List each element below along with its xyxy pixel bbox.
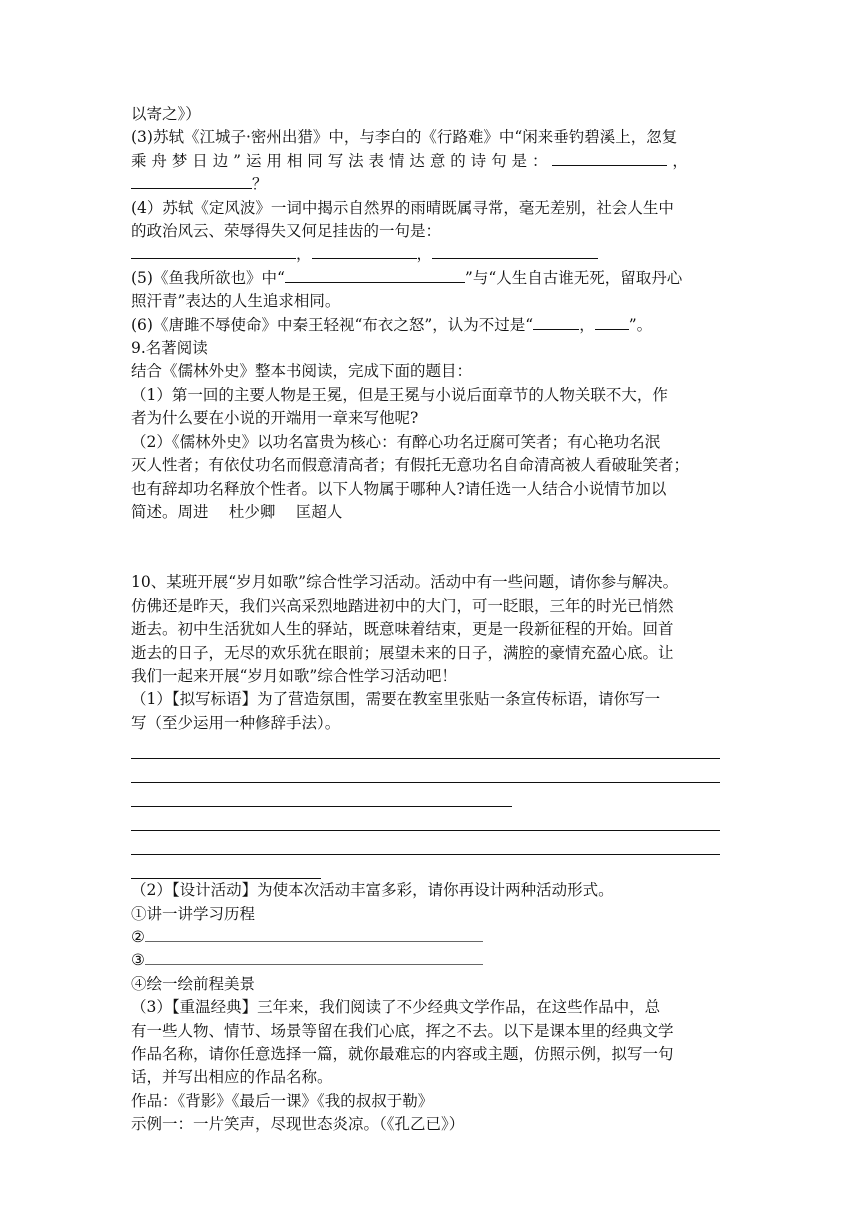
answer-blank[interactable] — [312, 243, 417, 259]
q10-1-line-b: 写（至少运用一种修辞手法）。 — [131, 713, 341, 732]
answer-blank[interactable] — [131, 173, 252, 189]
q8-3-line-b: 乘 舟 梦 日 边 ” 运 用 相 同 写 法 表 情 达 意 的 诗 句 是 ： ， — [131, 151, 688, 170]
q8-5-line-a: (5)《鱼我所欲也》中“ ”与“人生自古谁无死，留取丹心 — [131, 268, 683, 287]
answer-line[interactable] — [131, 807, 720, 831]
q9-2-line-a: （2）《儒林外史》以功名富贵为核心：有醉心功名迂腐可笑者；有心艳功名泯 — [131, 432, 661, 451]
q9-2-line-b: 灭人性者；有依仗功名而假意清高者；有假托无意功名自命清高被人看破耻笑者； — [131, 456, 690, 475]
q8-4-line-a: (4）苏轼《定风波》一词中揭示自然界的雨晴既属寻常，毫无差别，社会人生中 — [131, 198, 674, 217]
q10-3-line-d: 话，并写出相应的作品名称。 — [131, 1068, 333, 1087]
answer-line[interactable] — [131, 783, 512, 807]
answer-blank[interactable] — [432, 243, 598, 259]
q9-2-line-c: 也有辞却功名释放个性者。以下人物属于哪种人?请任选一人结合小说情节加以 — [131, 479, 667, 498]
answer-blank[interactable] — [131, 243, 296, 259]
q10-line-2: 仿佛还是昨天，我们兴高采烈地踏进初中的大门，可一眨眼，三年的时光已悄然 — [131, 596, 674, 615]
answer-line[interactable] — [131, 759, 720, 783]
q9-intro: 结合《儒林外史》整本书阅读，完成下面的题目： — [131, 362, 473, 381]
q8-6-line: (6)《唐雎不辱使命》中秦王轻视“布衣之怒”，认为不过是“ ， ”。 — [131, 315, 653, 334]
q10-2-item-3: ③ — [131, 949, 731, 972]
q10-2-item-4: ④绘一绘前程美景 — [131, 974, 256, 993]
q8-3-line-a: (3)苏轼《江城子·密州出猎》中，与李白的《行路难》中“闲来垂钓碧溪上，忽复 — [131, 128, 678, 147]
answer-line[interactable] — [131, 735, 720, 759]
q10-2-item-2: ② — [131, 926, 731, 949]
q10-line-5: 我们一起来开展“岁月如歌”综合性学习活动吧！ — [131, 666, 457, 685]
answer-line[interactable] — [131, 855, 321, 879]
q10-line-1: 10、某班开展“岁月如歌”综合性学习活动。活动中有一些问题，请你参与解决。 — [131, 573, 679, 592]
q10-3-line-b: 有一些人物、情节、场景等留在我们心底，挥之不去。以下是课本里的经典文学 — [131, 1021, 674, 1040]
q8-4-line-c: ， ， — [131, 243, 731, 266]
answer-line[interactable] — [131, 831, 720, 855]
q10-1-line-a: （1）【拟写标语】为了营造氛围，需要在教室里张贴一条宣传标语，请你写一 — [131, 690, 661, 709]
q10-line-3: 逝去。初中生活犹如人生的驿站，既意味着结束，更是一段新征程的开始。回首 — [131, 620, 674, 639]
q9-1-line-a: （1）第一回的主要人物是王冕，但是王冕与小说后面章节的人物关联不大，作 — [131, 385, 668, 404]
section-spacer — [131, 524, 731, 571]
q8-3-line-c: ？ — [131, 173, 731, 196]
q9-title: 9.名著阅读 — [131, 339, 208, 358]
answer-blank[interactable] — [595, 314, 629, 330]
answer-blank[interactable] — [285, 267, 465, 283]
q10-2-line: （2）【设计活动】为使本次活动丰富多彩，请你再设计两种活动形式。 — [131, 881, 614, 900]
answer-blank[interactable] — [552, 150, 667, 166]
q10-line-4: 逝去的日子，无尽的欢乐犹在眼前；展望未来的日子，满腔的豪情充盈心底。让 — [131, 643, 674, 662]
q10-3-example: 示例一：一片笑声，尽现世态炎凉。（《孔乙已》） — [131, 1115, 465, 1134]
q8-4-line-b: 的政治风云、荣辱得失又何足挂齿的一句是： — [131, 222, 442, 241]
q10-3-line-c: 作品名称，请你任意选择一篇，就你最难忘的内容或主题，仿照示例，拟写一句 — [131, 1045, 674, 1063]
q10-2-item-1: ①讲一讲学习历程 — [131, 904, 256, 923]
q8-line0: 以寄之》） — [131, 105, 201, 123]
q10-3-works: 作品：《背影》《最后一课》《我的叔叔于勒》 — [131, 1091, 434, 1110]
answer-blank[interactable] — [145, 949, 483, 965]
q9-1-line-b: 者为什么要在小说的开端用一章来写他呢? — [131, 409, 419, 428]
q8-5-line-b: 照汗青”表达的人生追求相同。 — [131, 292, 341, 311]
document-content — [131, 103, 731, 1137]
answer-blank[interactable] — [145, 926, 483, 942]
answer-blank[interactable] — [533, 314, 579, 330]
q10-3-line-a: （3）【重温经典】三年来，我们阅读了不少经典文学作品，在这些作品中，总 — [131, 998, 661, 1017]
q9-2-line-d: 简述。周进 杜少卿 匡超人 — [131, 502, 343, 521]
